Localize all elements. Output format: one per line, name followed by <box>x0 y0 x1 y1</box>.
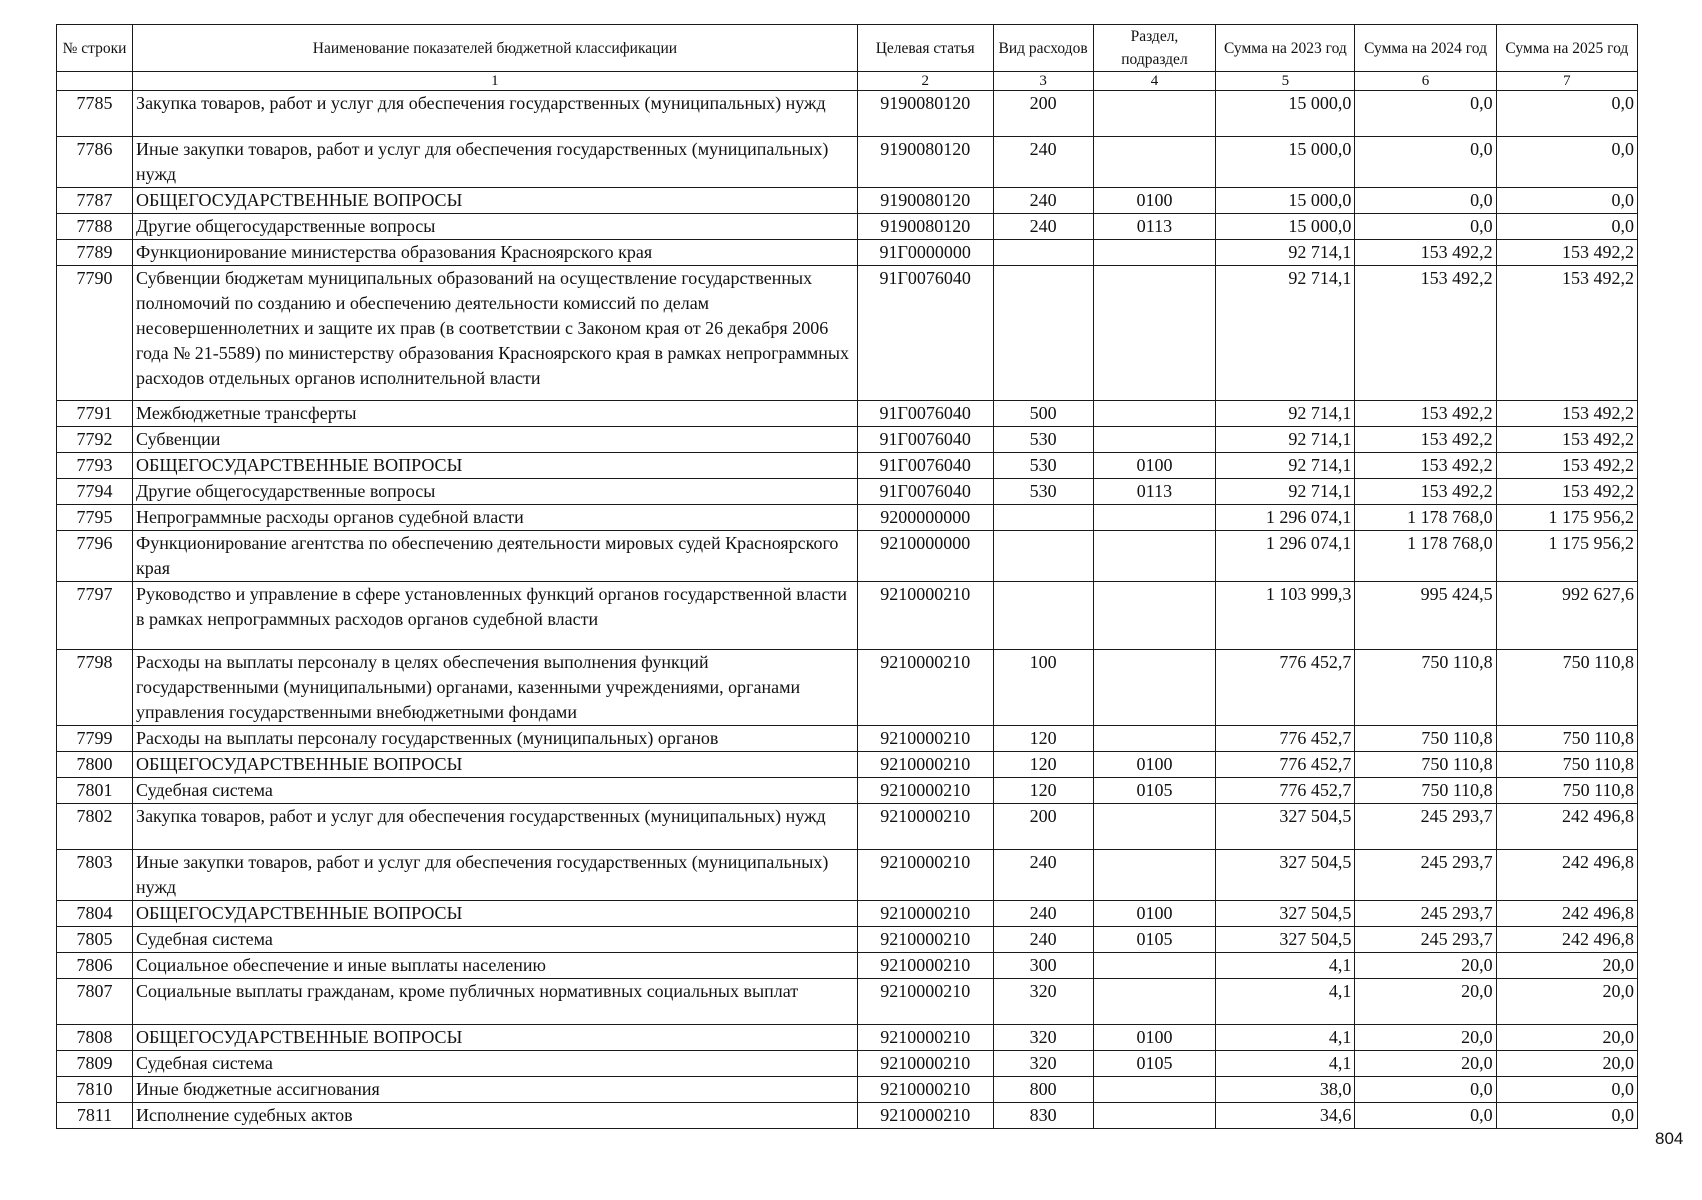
sum-2024-cell: 750 110,8 <box>1355 726 1496 752</box>
header-row-number: № строки <box>57 25 133 72</box>
sum-2023-cell: 15 000,0 <box>1216 91 1355 137</box>
sum-2023-cell: 327 504,5 <box>1216 804 1355 850</box>
row-number-cell: 7791 <box>57 401 133 427</box>
sum-2025-cell: 20,0 <box>1496 1051 1637 1077</box>
column-number: 2 <box>857 72 993 91</box>
target-article-cell: 9210000210 <box>857 726 993 752</box>
indicator-name-cell: Закупка товаров, работ и услуг для обеспечения государственных (муниципальных) нужд <box>133 804 858 850</box>
sum-2023-cell: 92 714,1 <box>1216 240 1355 266</box>
section-code-cell <box>1093 850 1216 901</box>
target-article-cell: 9210000210 <box>857 778 993 804</box>
sum-2024-cell: 1 178 768,0 <box>1355 505 1496 531</box>
sum-2023-cell: 4,1 <box>1216 1051 1355 1077</box>
table-row <box>57 479 1638 505</box>
sum-2023-cell: 1 103 999,3 <box>1216 582 1355 650</box>
row-number-cell: 7803 <box>57 850 133 901</box>
sum-2024-cell: 20,0 <box>1355 953 1496 979</box>
section-code-cell: 0100 <box>1093 901 1216 927</box>
expense-type-cell: 200 <box>993 804 1093 850</box>
column-number: 6 <box>1355 72 1496 91</box>
sum-2023-cell: 15 000,0 <box>1216 137 1355 188</box>
table-row <box>57 91 1638 137</box>
expense-type-cell: 530 <box>993 479 1093 505</box>
column-number: 4 <box>1093 72 1216 91</box>
table-row <box>57 505 1638 531</box>
column-number: 5 <box>1216 72 1355 91</box>
sum-2023-cell: 92 714,1 <box>1216 401 1355 427</box>
expense-type-cell: 240 <box>993 137 1093 188</box>
indicator-name-cell: ОБЩЕГОСУДАРСТВЕННЫЕ ВОПРОСЫ <box>133 752 858 778</box>
target-article-cell: 9190080120 <box>857 188 993 214</box>
expense-type-cell <box>993 240 1093 266</box>
row-number-cell: 7801 <box>57 778 133 804</box>
expense-type-cell: 240 <box>993 214 1093 240</box>
target-article-cell: 91Г0000000 <box>857 240 993 266</box>
row-number-cell: 7789 <box>57 240 133 266</box>
section-code-cell <box>1093 427 1216 453</box>
indicator-name-cell: Социальные выплаты гражданам, кроме публичных нормативных социальных выплат <box>133 979 858 1025</box>
indicator-name-cell: Функционирование министерства образования Красноярского края <box>133 240 858 266</box>
indicator-name-cell: Субвенции бюджетам муниципальных образований на осуществление государственных полномочий по созданию и обеспечению деятельности комиссий по делам несовершеннолетних и защите их прав (в соответствии с Законом края от 26 декабря 2006 года № 21-5589) по министерству образования Красноярского края в рамках непрограммных расходов отдельных органов исполнительной власти <box>133 266 858 401</box>
sum-2024-cell: 153 492,2 <box>1355 453 1496 479</box>
table-row <box>57 531 1638 582</box>
section-code-cell: 0100 <box>1093 1025 1216 1051</box>
target-article-cell: 9210000000 <box>857 531 993 582</box>
header-indicator-name: Наименование показателей бюджетной классификации <box>133 25 858 72</box>
target-article-cell: 9210000210 <box>857 752 993 778</box>
column-number <box>57 72 133 91</box>
expense-type-cell <box>993 582 1093 650</box>
expense-type-cell: 120 <box>993 726 1093 752</box>
sum-2025-cell: 153 492,2 <box>1496 401 1637 427</box>
section-code-cell <box>1093 266 1216 401</box>
sum-2025-cell: 750 110,8 <box>1496 726 1637 752</box>
sum-2023-cell: 327 504,5 <box>1216 850 1355 901</box>
row-number-cell: 7802 <box>57 804 133 850</box>
header-target-article: Целевая статья <box>857 25 993 72</box>
sum-2025-cell: 750 110,8 <box>1496 752 1637 778</box>
sum-2024-cell: 0,0 <box>1355 1103 1496 1129</box>
row-number-cell: 7809 <box>57 1051 133 1077</box>
indicator-name-cell: Закупка товаров, работ и услуг для обеспечения государственных (муниципальных) нужд <box>133 91 858 137</box>
section-code-cell <box>1093 804 1216 850</box>
sum-2025-cell: 0,0 <box>1496 91 1637 137</box>
table-row <box>57 1051 1638 1077</box>
row-number-cell: 7808 <box>57 1025 133 1051</box>
section-code-cell: 0105 <box>1093 927 1216 953</box>
row-number-cell: 7785 <box>57 91 133 137</box>
table-row <box>57 427 1638 453</box>
sum-2024-cell: 0,0 <box>1355 91 1496 137</box>
indicator-name-cell: Иные закупки товаров, работ и услуг для обеспечения государственных (муниципальных) нужд <box>133 850 858 901</box>
budget-table <box>56 24 1638 1129</box>
row-number-cell: 7800 <box>57 752 133 778</box>
row-number-cell: 7794 <box>57 479 133 505</box>
section-code-cell: 0113 <box>1093 214 1216 240</box>
sum-2023-cell: 776 452,7 <box>1216 778 1355 804</box>
sum-2024-cell: 153 492,2 <box>1355 427 1496 453</box>
sum-2025-cell: 242 496,8 <box>1496 850 1637 901</box>
section-code-cell <box>1093 726 1216 752</box>
indicator-name-cell: Иные бюджетные ассигнования <box>133 1077 858 1103</box>
column-number: 7 <box>1496 72 1637 91</box>
expense-type-cell: 300 <box>993 953 1093 979</box>
section-code-cell <box>1093 1077 1216 1103</box>
section-code-cell <box>1093 953 1216 979</box>
section-code-cell <box>1093 650 1216 726</box>
target-article-cell: 9210000210 <box>857 1051 993 1077</box>
indicator-name-cell: Расходы на выплаты персоналу в целях обеспечения выполнения функций государственными (муниципальными) органами, казенными учреждениями, органами управления государственными внебюджетными фондами <box>133 650 858 726</box>
section-code-cell <box>1093 240 1216 266</box>
sum-2025-cell: 153 492,2 <box>1496 427 1637 453</box>
indicator-name-cell: Руководство и управление в сфере установленных функций органов государственной власти в рамках непрограммных расходов органов судебной власти <box>133 582 858 650</box>
row-number-cell: 7797 <box>57 582 133 650</box>
sum-2025-cell: 153 492,2 <box>1496 240 1637 266</box>
table-row <box>57 1025 1638 1051</box>
header-sum-2023: Сумма на 2023 год <box>1216 25 1355 72</box>
indicator-name-cell: Другие общегосударственные вопросы <box>133 214 858 240</box>
sum-2025-cell: 20,0 <box>1496 1025 1637 1051</box>
sum-2023-cell: 1 296 074,1 <box>1216 505 1355 531</box>
sum-2024-cell: 20,0 <box>1355 1025 1496 1051</box>
row-number-cell: 7795 <box>57 505 133 531</box>
expense-type-cell: 320 <box>993 979 1093 1025</box>
table-row <box>57 752 1638 778</box>
expense-type-cell: 320 <box>993 1025 1093 1051</box>
indicator-name-cell: Расходы на выплаты персоналу государственных (муниципальных) органов <box>133 726 858 752</box>
sum-2025-cell: 153 492,2 <box>1496 453 1637 479</box>
expense-type-cell: 120 <box>993 778 1093 804</box>
table-row <box>57 453 1638 479</box>
sum-2024-cell: 153 492,2 <box>1355 240 1496 266</box>
sum-2024-cell: 0,0 <box>1355 188 1496 214</box>
sum-2023-cell: 327 504,5 <box>1216 927 1355 953</box>
sum-2024-cell: 995 424,5 <box>1355 582 1496 650</box>
target-article-cell: 9210000210 <box>857 1025 993 1051</box>
section-code-cell <box>1093 505 1216 531</box>
sum-2024-cell: 1 178 768,0 <box>1355 531 1496 582</box>
target-article-cell: 9200000000 <box>857 505 993 531</box>
indicator-name-cell: ОБЩЕГОСУДАРСТВЕННЫЕ ВОПРОСЫ <box>133 188 858 214</box>
target-article-cell: 9210000210 <box>857 804 993 850</box>
section-code-cell <box>1093 979 1216 1025</box>
target-article-cell: 91Г0076040 <box>857 266 993 401</box>
table-row <box>57 214 1638 240</box>
sum-2025-cell: 750 110,8 <box>1496 778 1637 804</box>
target-article-cell: 9210000210 <box>857 953 993 979</box>
table-row <box>57 901 1638 927</box>
expense-type-cell: 530 <box>993 427 1093 453</box>
row-number-cell: 7807 <box>57 979 133 1025</box>
section-code-cell: 0100 <box>1093 188 1216 214</box>
indicator-name-cell: ОБЩЕГОСУДАРСТВЕННЫЕ ВОПРОСЫ <box>133 1025 858 1051</box>
row-number-cell: 7811 <box>57 1103 133 1129</box>
expense-type-cell: 240 <box>993 927 1093 953</box>
target-article-cell: 9210000210 <box>857 850 993 901</box>
expense-type-cell: 830 <box>993 1103 1093 1129</box>
expense-type-cell: 800 <box>993 1077 1093 1103</box>
target-article-cell: 9190080120 <box>857 91 993 137</box>
row-number-cell: 7798 <box>57 650 133 726</box>
table-row <box>57 1077 1638 1103</box>
indicator-name-cell: Судебная система <box>133 778 858 804</box>
expense-type-cell: 100 <box>993 650 1093 726</box>
sum-2024-cell: 750 110,8 <box>1355 778 1496 804</box>
target-article-cell: 9210000210 <box>857 1103 993 1129</box>
row-number-cell: 7806 <box>57 953 133 979</box>
page-number: 804 <box>1655 1129 1684 1148</box>
section-code-cell <box>1093 91 1216 137</box>
section-code-cell <box>1093 137 1216 188</box>
sum-2024-cell: 0,0 <box>1355 1077 1496 1103</box>
table-body <box>57 91 1638 1129</box>
sum-2024-cell: 20,0 <box>1355 979 1496 1025</box>
sum-2024-cell: 153 492,2 <box>1355 479 1496 505</box>
expense-type-cell: 120 <box>993 752 1093 778</box>
sum-2024-cell: 245 293,7 <box>1355 804 1496 850</box>
table-row <box>57 953 1638 979</box>
sum-2024-cell: 245 293,7 <box>1355 901 1496 927</box>
sum-2025-cell: 992 627,6 <box>1496 582 1637 650</box>
indicator-name-cell: Субвенции <box>133 427 858 453</box>
section-code-cell: 0105 <box>1093 778 1216 804</box>
expense-type-cell: 500 <box>993 401 1093 427</box>
row-number-cell: 7799 <box>57 726 133 752</box>
sum-2025-cell: 750 110,8 <box>1496 650 1637 726</box>
expense-type-cell <box>993 266 1093 401</box>
expense-type-cell: 240 <box>993 901 1093 927</box>
table-row <box>57 804 1638 850</box>
sum-2025-cell: 0,0 <box>1496 1103 1637 1129</box>
sum-2025-cell: 242 496,8 <box>1496 927 1637 953</box>
column-number: 1 <box>133 72 858 91</box>
indicator-name-cell: Социальное обеспечение и иные выплаты населению <box>133 953 858 979</box>
table-row <box>57 240 1638 266</box>
sum-2024-cell: 153 492,2 <box>1355 401 1496 427</box>
sum-2023-cell: 34,6 <box>1216 1103 1355 1129</box>
sum-2025-cell: 0,0 <box>1496 188 1637 214</box>
sum-2023-cell: 15 000,0 <box>1216 214 1355 240</box>
row-number-cell: 7796 <box>57 531 133 582</box>
indicator-name-cell: ОБЩЕГОСУДАРСТВЕННЫЕ ВОПРОСЫ <box>133 453 858 479</box>
section-code-cell: 0100 <box>1093 453 1216 479</box>
sum-2023-cell: 1 296 074,1 <box>1216 531 1355 582</box>
row-number-cell: 7787 <box>57 188 133 214</box>
expense-type-cell <box>993 531 1093 582</box>
target-article-cell: 9210000210 <box>857 1077 993 1103</box>
section-code-cell: 0105 <box>1093 1051 1216 1077</box>
sum-2023-cell: 4,1 <box>1216 953 1355 979</box>
sum-2024-cell: 20,0 <box>1355 1051 1496 1077</box>
sum-2025-cell: 0,0 <box>1496 137 1637 188</box>
sum-2023-cell: 38,0 <box>1216 1077 1355 1103</box>
sum-2025-cell: 242 496,8 <box>1496 901 1637 927</box>
row-number-cell: 7793 <box>57 453 133 479</box>
sum-2023-cell: 92 714,1 <box>1216 453 1355 479</box>
target-article-cell: 9210000210 <box>857 582 993 650</box>
sum-2023-cell: 92 714,1 <box>1216 427 1355 453</box>
sum-2023-cell: 92 714,1 <box>1216 479 1355 505</box>
header-sum-2025: Сумма на 2025 год <box>1496 25 1637 72</box>
table-row <box>57 778 1638 804</box>
sum-2025-cell: 20,0 <box>1496 979 1637 1025</box>
sum-2024-cell: 0,0 <box>1355 214 1496 240</box>
indicator-name-cell: Другие общегосударственные вопросы <box>133 479 858 505</box>
sum-2025-cell: 0,0 <box>1496 214 1637 240</box>
table-row <box>57 1103 1638 1129</box>
target-article-cell: 91Г0076040 <box>857 427 993 453</box>
section-code-cell <box>1093 582 1216 650</box>
sum-2023-cell: 776 452,7 <box>1216 650 1355 726</box>
expense-type-cell: 320 <box>993 1051 1093 1077</box>
section-code-cell <box>1093 531 1216 582</box>
target-article-cell: 9210000210 <box>857 650 993 726</box>
table-row <box>57 401 1638 427</box>
section-code-cell: 0113 <box>1093 479 1216 505</box>
section-code-cell <box>1093 401 1216 427</box>
table-row <box>57 726 1638 752</box>
row-number-cell: 7790 <box>57 266 133 401</box>
expense-type-cell: 240 <box>993 850 1093 901</box>
table-row <box>57 582 1638 650</box>
expense-type-cell: 240 <box>993 188 1093 214</box>
indicator-name-cell: Функционирование агентства по обеспечению деятельности мировых судей Красноярского края <box>133 531 858 582</box>
target-article-cell: 91Г0076040 <box>857 453 993 479</box>
indicator-name-cell: Исполнение судебных актов <box>133 1103 858 1129</box>
sum-2023-cell: 327 504,5 <box>1216 901 1355 927</box>
target-article-cell: 91Г0076040 <box>857 401 993 427</box>
sum-2023-cell: 15 000,0 <box>1216 188 1355 214</box>
sum-2024-cell: 153 492,2 <box>1355 266 1496 401</box>
sum-2023-cell: 92 714,1 <box>1216 266 1355 401</box>
target-article-cell: 9190080120 <box>857 214 993 240</box>
sum-2023-cell: 776 452,7 <box>1216 752 1355 778</box>
sum-2025-cell: 242 496,8 <box>1496 804 1637 850</box>
sum-2025-cell: 0,0 <box>1496 1077 1637 1103</box>
sum-2025-cell: 20,0 <box>1496 953 1637 979</box>
header-sum-2024: Сумма на 2024 год <box>1355 25 1496 72</box>
table-row <box>57 850 1638 901</box>
section-code-cell: 0100 <box>1093 752 1216 778</box>
table-row <box>57 188 1638 214</box>
sum-2024-cell: 750 110,8 <box>1355 650 1496 726</box>
expense-type-cell: 530 <box>993 453 1093 479</box>
row-number-cell: 7805 <box>57 927 133 953</box>
sum-2023-cell: 4,1 <box>1216 979 1355 1025</box>
row-number-cell: 7788 <box>57 214 133 240</box>
column-number: 3 <box>993 72 1093 91</box>
indicator-name-cell: Иные закупки товаров, работ и услуг для обеспечения государственных (муниципальных) нужд <box>133 137 858 188</box>
target-article-cell: 91Г0076040 <box>857 479 993 505</box>
row-number-cell: 7804 <box>57 901 133 927</box>
row-number-cell: 7786 <box>57 137 133 188</box>
table-row <box>57 266 1638 401</box>
table-row <box>57 979 1638 1025</box>
sum-2024-cell: 0,0 <box>1355 137 1496 188</box>
header-expense-type: Вид расходов <box>993 25 1093 72</box>
table-row <box>57 137 1638 188</box>
indicator-name-cell: Межбюджетные трансферты <box>133 401 858 427</box>
section-code-cell <box>1093 1103 1216 1129</box>
sum-2023-cell: 776 452,7 <box>1216 726 1355 752</box>
row-number-cell: 7792 <box>57 427 133 453</box>
indicator-name-cell: Непрограммные расходы органов судебной власти <box>133 505 858 531</box>
sum-2024-cell: 245 293,7 <box>1355 927 1496 953</box>
expense-type-cell <box>993 505 1093 531</box>
header-section: Раздел, подраздел <box>1093 25 1216 72</box>
target-article-cell: 9210000210 <box>857 901 993 927</box>
indicator-name-cell: Судебная система <box>133 927 858 953</box>
sum-2024-cell: 750 110,8 <box>1355 752 1496 778</box>
table-row <box>57 927 1638 953</box>
row-number-cell: 7810 <box>57 1077 133 1103</box>
indicator-name-cell: ОБЩЕГОСУДАРСТВЕННЫЕ ВОПРОСЫ <box>133 901 858 927</box>
target-article-cell: 9190080120 <box>857 137 993 188</box>
sum-2025-cell: 153 492,2 <box>1496 266 1637 401</box>
target-article-cell: 9210000210 <box>857 927 993 953</box>
target-article-cell: 9210000210 <box>857 979 993 1025</box>
sum-2025-cell: 153 492,2 <box>1496 479 1637 505</box>
indicator-name-cell: Судебная система <box>133 1051 858 1077</box>
expense-type-cell: 200 <box>993 91 1093 137</box>
sum-2023-cell: 4,1 <box>1216 1025 1355 1051</box>
sum-2025-cell: 1 175 956,2 <box>1496 505 1637 531</box>
sum-2024-cell: 245 293,7 <box>1355 850 1496 901</box>
sum-2025-cell: 1 175 956,2 <box>1496 531 1637 582</box>
table-row <box>57 650 1638 726</box>
